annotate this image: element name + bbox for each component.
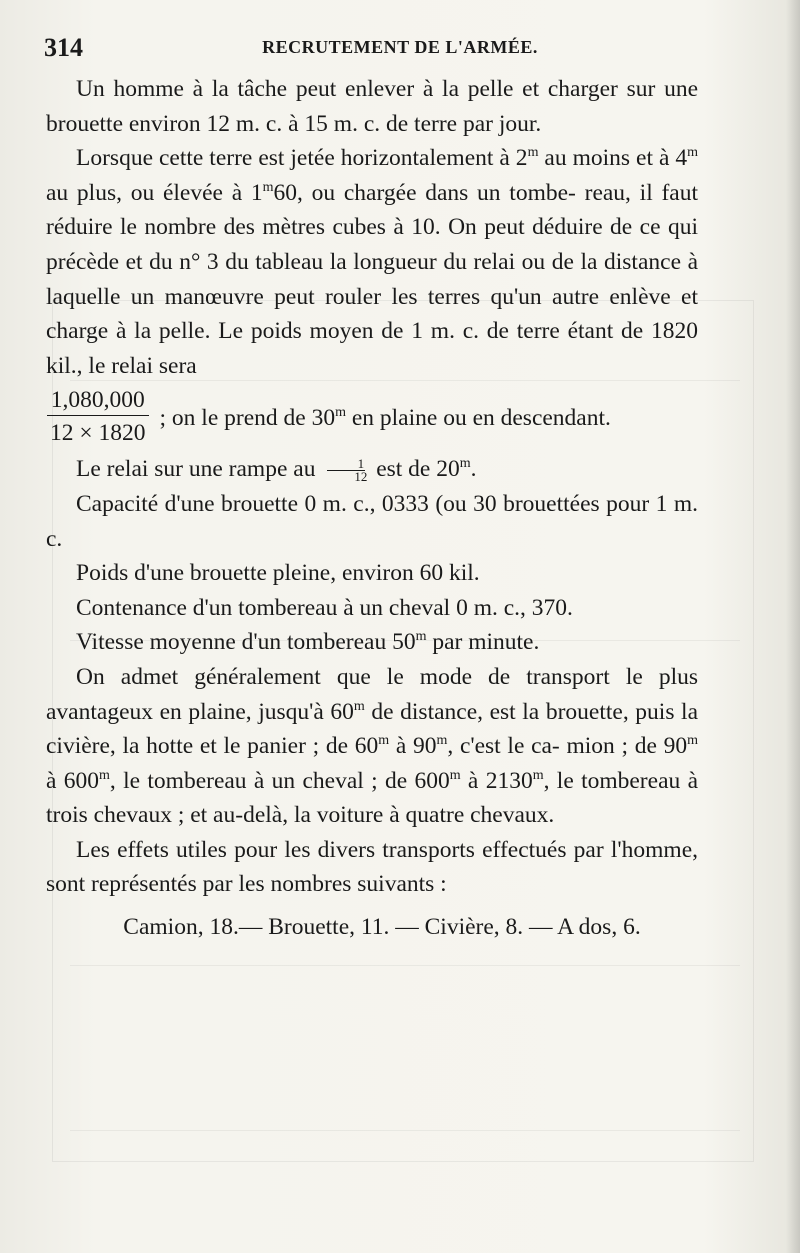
text-segment: au plus, ou élevée à 1 (46, 179, 263, 206)
unit-sup: m (527, 145, 539, 161)
paragraph-relai (46, 141, 698, 383)
text-segment: reau, il faut réduire le nombre des mètres cubes à 10. On peut (46, 179, 699, 241)
fraction (46, 385, 150, 450)
page-spine-shadow (786, 0, 800, 1253)
paragraph-capacite (46, 487, 698, 556)
fraction-denominator: 12 (354, 469, 368, 485)
text-segment: par minute. (426, 629, 540, 656)
text-segment: déduire de ce qui précède et du n° 3 du tableau la longueur (46, 214, 699, 275)
fraction-numerator: 1,080,000 (47, 385, 149, 416)
text-segment: , c'est le ca- (447, 733, 560, 760)
text-segment: à 90 (389, 733, 437, 760)
unit-sup: m (335, 404, 346, 420)
text-line: Les effets utiles pour les divers transports effectués par (76, 836, 604, 863)
paragraph-rampe (46, 452, 698, 487)
text-segment: au moins (538, 145, 631, 172)
text-segment: Lorsque cette terre est jetée horizontalement à 2 (76, 145, 528, 172)
text-segment: Vitesse moyenne d'un tombereau 50 (76, 629, 416, 656)
text-segment: avantageux en plaine, jusqu'à 60 (46, 698, 354, 725)
fraction-denominator: 12 × 1820 (50, 420, 146, 447)
text-segment: . (470, 456, 477, 483)
text-segment: en plaine ou en descendant. (345, 404, 611, 431)
paragraph-tache (46, 72, 698, 141)
bleed-through-rule (70, 1130, 740, 1131)
text-segment: ; on le prend de 30 (159, 404, 336, 431)
text-segment: moyen de 1 m. c. de terre étant de 1820 kil., le relai sera (46, 318, 699, 379)
unit-sup: m (415, 629, 427, 645)
text-segment: les terres qu'un autre enlève et charge à la pelle. Le poids (46, 283, 698, 345)
fraction-numerator: 1 (327, 458, 366, 471)
unit-sup: m (532, 767, 544, 783)
text-segment: du relai ou de la distance à laquelle un manœuvre peut rouler (46, 248, 698, 310)
text-line: l'homme, sont représentés par les nombres suivants : (46, 836, 699, 898)
text-segment: , le tombereau à un cheval ; de 600 (109, 767, 450, 794)
small-fraction (324, 458, 367, 483)
unit-sup: m (436, 733, 448, 749)
text-segment: est de 20 (370, 456, 460, 483)
paragraph-vitesse (46, 625, 698, 660)
text-segment: à quatre chevaux. (389, 802, 555, 829)
paragraph-effets-utiles (46, 833, 698, 902)
text-line: Capacité d'une brouette 0 m. c., 0333 (ou 30 brouettées pour (76, 490, 650, 517)
text-segment: mion ; de 90 (566, 733, 688, 760)
text-segment: , le tombereau à trois chevaux ; et au-delà, la voiture (46, 767, 699, 829)
text-segment: à (460, 767, 479, 794)
body-text (46, 72, 698, 945)
text-segment: de distance, est la brouette, (364, 698, 629, 725)
unit-sup: m (262, 179, 274, 195)
unit-sup: m (449, 767, 461, 783)
paragraph-mode-transport (46, 660, 698, 833)
page-header (40, 33, 760, 63)
unit-sup: m (687, 733, 699, 749)
unit-sup: m (353, 698, 365, 714)
bleed-through-rule (70, 965, 740, 966)
running-head: RECRUTEMENT DE L'ARMÉE. (262, 37, 538, 57)
text-line: Un homme à la tâche peut enlever à la pelle et charger sur (76, 76, 656, 102)
relai-formula (46, 383, 698, 452)
paragraph-poids: Poids d'une brouette pleine, environ 60 kil. (76, 560, 480, 587)
text-segment: On admet généralement que le mode de transport le plus (76, 663, 698, 690)
paragraph-contenance: Contenance d'un tombereau à un cheval 0 m. c., 370. (76, 594, 573, 621)
text-segment: 60, ou chargée dans un tombe- (273, 179, 576, 206)
text-segment: et à 4 (636, 145, 688, 172)
page-number: 314 (44, 33, 83, 62)
unit-sup: m (687, 145, 699, 161)
text-segment: à 600 (46, 767, 100, 794)
text-segment: Le relai sur une rampe au (76, 456, 322, 483)
unit-sup: m (378, 733, 390, 749)
text-segment: puis la civière, la hotte et le panier ; de 60 (46, 698, 699, 760)
unit-sup: m (99, 767, 110, 783)
text-line: 1 m. c. (46, 490, 699, 552)
transport-numbers: Camion, 18.— Brouette, 11. — Civière, 8. — A dos, 6. (123, 914, 641, 941)
text-line: une brouette environ 12 m. c. à 15 m. c. de terre par jour. (46, 76, 698, 137)
text-segment: 2130 (485, 767, 533, 794)
unit-sup: m (459, 456, 471, 472)
